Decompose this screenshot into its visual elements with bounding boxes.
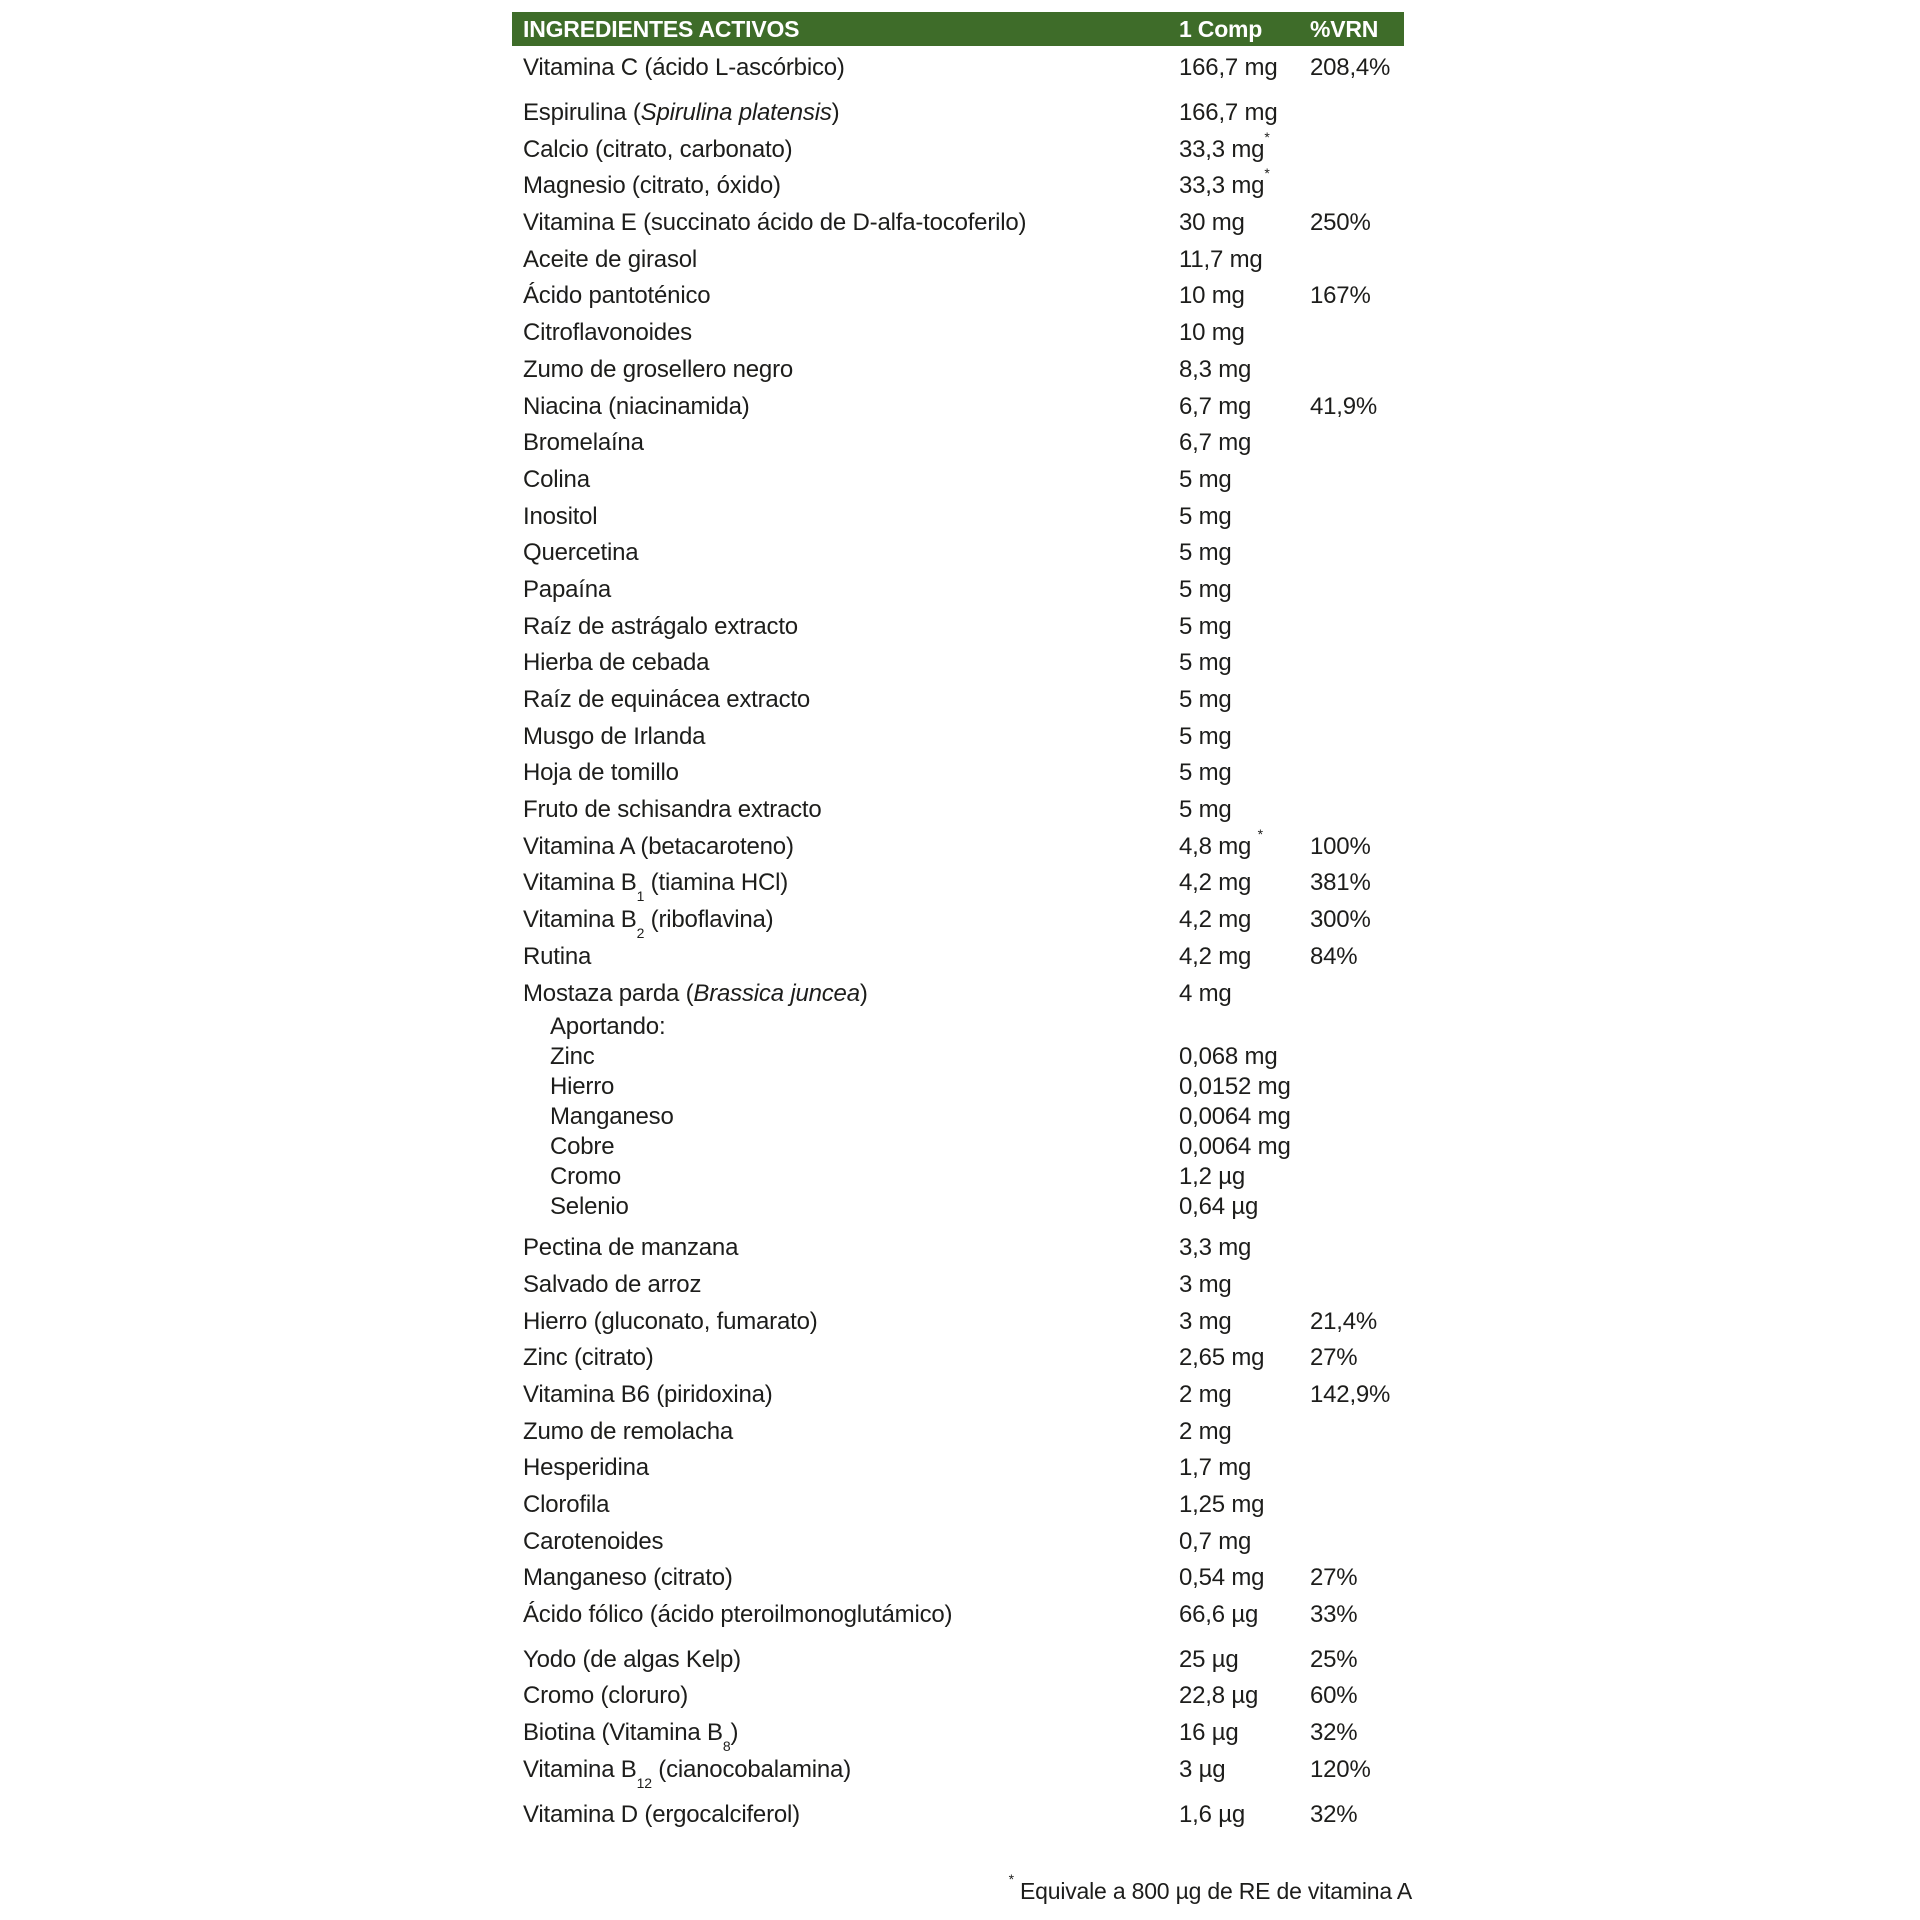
ingredient-name: Hierba de cebada — [523, 649, 710, 677]
ingredient-name: Yodo (de algas Kelp) — [523, 1645, 741, 1673]
amount-value: 0,068 mg — [1179, 1042, 1278, 1070]
amount-value: 10 mg — [1179, 282, 1245, 310]
amount-value: 6,7 mg — [1179, 392, 1252, 420]
table-row — [512, 1377, 1404, 1414]
ingredient-name: Hierro (gluconato, fumarato) — [523, 1307, 818, 1335]
amount-value: 1,2 µg — [1179, 1162, 1246, 1190]
amount-value: 166,7 mg — [1179, 99, 1278, 127]
vrn-value: 25% — [1310, 1645, 1358, 1673]
table-row — [512, 1303, 1404, 1340]
vrn-value: 33% — [1310, 1601, 1358, 1629]
vrn-value: 27% — [1310, 1344, 1358, 1372]
vrn-value: 41,9% — [1310, 392, 1378, 420]
ingredient-name: Carotenoides — [523, 1527, 664, 1555]
table-row — [512, 1560, 1404, 1597]
ingredient-name: Vitamina $B_{12}$ (cianocobalamina) — [523, 1755, 851, 1791]
ingredient-name: Vitamina A (betacaroteno) — [523, 832, 794, 860]
ingredient-name: Aportando: — [550, 1012, 666, 1040]
ingredient-name: Aceite de girasol — [523, 245, 698, 273]
table-row — [512, 1162, 1404, 1192]
amount-value: 11,7 mg — [1179, 245, 1263, 273]
vrn-value: 300% — [1310, 906, 1371, 934]
table-row — [512, 608, 1404, 645]
table-row — [512, 95, 1404, 132]
amount-value: 10 mg — [1179, 319, 1245, 347]
table-row — [512, 939, 1404, 976]
amount-value: 2,65 mg — [1179, 1344, 1265, 1372]
amount-value: 5 mg — [1179, 759, 1232, 787]
table-row — [512, 825, 1404, 865]
table-row — [512, 1450, 1404, 1487]
vrn-value: 100% — [1310, 832, 1371, 860]
table-row — [512, 1487, 1404, 1524]
ingredient-name: Citroflavonoides — [523, 319, 692, 347]
ingredient-name: Hierro — [550, 1072, 615, 1100]
table-row — [512, 755, 1404, 792]
amount-value: 4 mg — [1179, 979, 1232, 1007]
amount-value: 1,7 mg — [1179, 1454, 1252, 1482]
amount-value: 1,25 mg — [1179, 1491, 1265, 1519]
table-row — [512, 1641, 1404, 1678]
amount-value: 0,0064 mg — [1179, 1102, 1291, 1130]
amount-value: 8,3 mg — [1179, 355, 1252, 383]
ingredient-name: Vitamina $B_1$ (tiamina HCl) — [523, 869, 789, 905]
ingredient-name: Quercetina — [523, 539, 639, 567]
amount-value: 33,3 mg* — [1179, 165, 1270, 200]
table-row — [512, 1012, 1404, 1042]
amount-value: 5 mg — [1179, 539, 1232, 567]
ingredient-name: Vitamina C (ácido L-ascórbico) — [523, 54, 845, 82]
table-header — [512, 12, 1404, 46]
ingredient-name: Hesperidina — [523, 1454, 649, 1482]
table-row — [512, 1267, 1404, 1304]
amount-value: 3 mg — [1179, 1270, 1232, 1298]
table-row — [512, 1340, 1404, 1377]
table-row — [512, 902, 1404, 939]
ingredient-name: Fruto de schisandra extracto — [523, 796, 822, 824]
vrn-value: 120% — [1310, 1755, 1371, 1783]
table-row — [512, 1102, 1404, 1132]
ingredient-name: Hoja de tomillo — [523, 759, 679, 787]
ingredient-name: Salvado de arroz — [523, 1270, 702, 1298]
amount-value: 5 mg — [1179, 612, 1232, 640]
vrn-value: 32% — [1310, 1719, 1358, 1747]
table-row — [512, 718, 1404, 755]
table-row — [512, 792, 1404, 829]
ingredient-name: Vitamina E (succinato ácido de D-alfa-tocoferilo) — [523, 209, 1027, 237]
amount-value: 5 mg — [1179, 796, 1232, 824]
ingredient-name: Niacina (niacinamida) — [523, 392, 750, 420]
ingredients-table — [512, 12, 1404, 1833]
table-row — [512, 1678, 1404, 1715]
table-row — [512, 241, 1404, 278]
amount-value: 5 mg — [1179, 465, 1232, 493]
ingredient-name: Vitamina D (ergocalciferol) — [523, 1800, 800, 1828]
amount-value: 5 mg — [1179, 575, 1232, 603]
table-row — [512, 1715, 1404, 1752]
ingredient-name: Manganeso (citrato) — [523, 1564, 733, 1592]
ingredient-name: Cobre — [550, 1132, 615, 1160]
table-row — [512, 535, 1404, 572]
amount-value: 4,2 mg — [1179, 869, 1252, 897]
table-row — [512, 1042, 1404, 1072]
col-header-amount: 1 Comp — [1179, 15, 1263, 42]
vrn-value: 250% — [1310, 209, 1371, 237]
vrn-value: 84% — [1310, 942, 1358, 970]
table-row — [512, 682, 1404, 719]
amount-value: 30 mg — [1179, 209, 1245, 237]
amount-value: 66,6 µg — [1179, 1601, 1259, 1629]
vrn-value: 381% — [1310, 869, 1371, 897]
ingredient-name: Mostaza parda (Brassica juncea) — [523, 979, 868, 1007]
ingredient-name: Rutina — [523, 942, 592, 970]
amount-value: 4,8 mg * — [1179, 825, 1263, 860]
vrn-value: 167% — [1310, 282, 1371, 310]
ingredient-name: Zinc — [550, 1042, 595, 1070]
amount-value: 5 mg — [1179, 686, 1232, 714]
ingredient-name: Vitamina B6 (piridoxina) — [523, 1380, 773, 1408]
vrn-value: 32% — [1310, 1800, 1358, 1828]
vrn-value: 21,4% — [1310, 1307, 1378, 1335]
amount-value: 33,3 mg* — [1179, 128, 1270, 163]
footnote-marker: * — [1008, 1871, 1014, 1888]
amount-value: 1,6 µg — [1179, 1800, 1246, 1828]
amount-value: 166,7 mg — [1179, 54, 1278, 82]
ingredients-table-body — [512, 46, 1404, 1833]
amount-value: 2 mg — [1179, 1417, 1232, 1445]
amount-value: 3,3 mg — [1179, 1234, 1252, 1262]
amount-value: 22,8 µg — [1179, 1682, 1259, 1710]
vrn-value: 60% — [1310, 1682, 1358, 1710]
header-title: INGREDIENTES ACTIVOS — [523, 15, 800, 42]
ingredient-name: Zinc (citrato) — [523, 1344, 654, 1372]
amount-value: 2 mg — [1179, 1380, 1232, 1408]
footnote — [1008, 1871, 1412, 1905]
amount-value: 16 µg — [1179, 1719, 1239, 1747]
ingredient-name: Vitamina $B_2$ (riboflavina) — [523, 906, 774, 941]
table-row — [512, 1230, 1404, 1267]
ingredient-name: Biotina (Vitamina $B_8$) — [523, 1719, 739, 1754]
table-row — [512, 165, 1404, 205]
amount-value: 25 µg — [1179, 1645, 1239, 1673]
ingredient-name: Selenio — [550, 1192, 629, 1220]
table-row — [512, 388, 1404, 425]
amount-value: 5 mg — [1179, 649, 1232, 677]
amount-value: 0,0152 mg — [1179, 1072, 1291, 1100]
table-row — [512, 315, 1404, 352]
table-row — [512, 1752, 1404, 1789]
amount-value: 4,2 mg — [1179, 906, 1252, 934]
ingredient-name: Raíz de astrágalo extracto — [523, 612, 798, 640]
table-row — [512, 1523, 1404, 1560]
ingredient-name: Cromo (cloruro) — [523, 1682, 689, 1710]
amount-value: 0,7 mg — [1179, 1527, 1252, 1555]
ingredient-name: Bromelaína — [523, 429, 644, 457]
table-row — [512, 572, 1404, 609]
footnote-text: Equivale a 800 µg de RE de vitamina A — [1013, 1878, 1412, 1904]
table-row — [512, 50, 1404, 87]
vrn-value: 142,9% — [1310, 1380, 1391, 1408]
ingredient-name: Ácido pantoténico — [523, 282, 711, 310]
amount-value: 0,64 µg — [1179, 1192, 1259, 1220]
col-header-vrn: %VRN — [1310, 15, 1379, 42]
ingredient-name: Manganeso — [550, 1102, 674, 1130]
ingredient-name: Colina — [523, 465, 590, 493]
ingredient-name: Cromo — [550, 1162, 622, 1190]
vrn-value: 208,4% — [1310, 54, 1391, 82]
ingredient-name: Zumo de remolacha — [523, 1417, 734, 1445]
table-row — [512, 1132, 1404, 1162]
table-row — [512, 498, 1404, 535]
ingredient-name: Pectina de manzana — [523, 1234, 739, 1262]
table-row — [512, 205, 1404, 242]
table-row — [512, 865, 1404, 905]
ingredient-name: Papaína — [523, 575, 612, 603]
ingredient-name: Inositol — [523, 502, 598, 530]
table-row — [512, 1796, 1404, 1833]
table-row — [512, 645, 1404, 682]
table-row — [512, 1072, 1404, 1102]
ingredient-name: Musgo de Irlanda — [523, 722, 706, 750]
amount-value: 5 mg — [1179, 502, 1232, 530]
table-row — [512, 128, 1404, 168]
ingredient-name: Clorofila — [523, 1491, 610, 1519]
amount-value: 6,7 mg — [1179, 429, 1252, 457]
table-row — [512, 1597, 1404, 1634]
amount-value: 5 mg — [1179, 722, 1232, 750]
ingredient-name: Zumo de grosellero negro — [523, 355, 794, 383]
table-row — [512, 352, 1404, 389]
table-row — [512, 425, 1404, 462]
amount-value: 4,2 mg — [1179, 942, 1252, 970]
amount-value: 3 mg — [1179, 1307, 1232, 1335]
ingredient-name: Calcio (citrato, carbonato) — [523, 135, 793, 163]
amount-value: 3 µg — [1179, 1755, 1226, 1783]
ingredient-name: Ácido fólico (ácido pteroilmonoglutámico) — [523, 1601, 953, 1629]
table-row — [512, 462, 1404, 499]
table-row — [512, 1413, 1404, 1450]
vrn-value: 27% — [1310, 1564, 1358, 1592]
amount-value: 0,0064 mg — [1179, 1132, 1291, 1160]
amount-value: 0,54 mg — [1179, 1564, 1265, 1592]
ingredient-name: Magnesio (citrato, óxido) — [523, 172, 781, 200]
table-row — [512, 1192, 1404, 1222]
ingredient-name: Raíz de equinácea extracto — [523, 686, 810, 714]
table-row — [512, 975, 1404, 1012]
ingredient-name: Espirulina (Spirulina platensis) — [523, 99, 840, 127]
table-row — [512, 278, 1404, 315]
